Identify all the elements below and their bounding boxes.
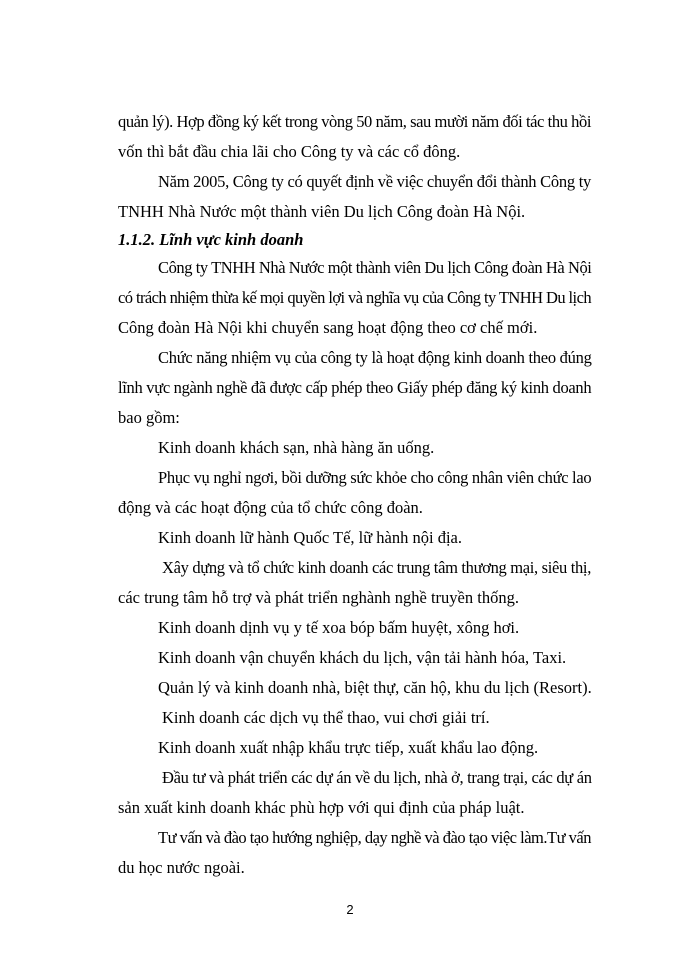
text-line: bao gồm: (118, 408, 180, 427)
text-line: vốn thì bắt đầu chia lãi cho Công ty và các cổ đông. (118, 142, 461, 161)
list-item: Kinh doanh lữ hành Quốc Tế, lữ hành nội địa. (158, 528, 462, 547)
text-line: lĩnh vực ngành nghề đã được cấp phép theo Giấy phép đăng ký kinh doanh (118, 378, 592, 397)
list-item-continuation: du học nước ngoài. (118, 858, 245, 877)
list-item: Kinh doanh xuất nhập khẩu trực tiếp, xuất khẩu lao động. (158, 738, 539, 757)
list-item: Xây dựng và tổ chức kinh doanh các trung tâm thương mại, siêu thị, (162, 558, 591, 577)
text-line: có trách nhiệm thừa kế mọi quyền lợi và nghĩa vụ của Công ty TNHH Du lịch (118, 288, 591, 307)
list-item: Kinh doanh dịnh vụ y tế xoa bóp bấm huyệt, xông hơi. (158, 618, 520, 637)
list-item: Phục vụ nghỉ ngơi, bồi dưỡng sức khỏe cho công nhân viên chức lao (158, 468, 592, 487)
list-item: Tư vấn và đào tạo hướng nghiệp, dạy nghề và đào tạo việc làm.Tư vấn (158, 828, 591, 847)
list-item: Đầu tư và phát triển các dự án về du lịch, nhà ở, trang trại, các dự án (162, 768, 592, 787)
page-number: 2 (346, 902, 354, 917)
section-heading: 1.1.2. Lĩnh vực kinh doanh (118, 230, 304, 249)
text-line: Công đoàn Hà Nội khi chuyển sang hoạt động theo cơ chế mới. (118, 318, 538, 337)
text-line: Chức năng nhiệm vụ của công ty là hoạt động kinh doanh theo đúng (158, 348, 592, 367)
list-item: Quản lý và kinh doanh nhà, biệt thự, căn hộ, khu du lịch (Resort). (158, 678, 592, 697)
text-line: TNHH Nhà Nước một thành viên Du lịch Công đoàn Hà Nội. (118, 202, 526, 221)
list-item: Kinh doanh các dịch vụ thể thao, vui chơi giải trí. (162, 708, 490, 727)
list-item-continuation: sản xuất kinh doanh khác phù hợp với qui định của pháp luật. (118, 798, 525, 817)
list-item-continuation: động và các hoạt động của tổ chức công đoàn. (118, 498, 423, 517)
text-line: Công ty TNHH Nhà Nước một thành viên Du lịch Công đoàn Hà Nội (158, 258, 592, 277)
list-item: Kinh doanh vận chuyển khách du lịch, vận tải hành hóa, Taxi. (158, 648, 567, 667)
text-line: Năm 2005, Công ty có quyết định về việc chuyển đổi thành Công ty (158, 172, 591, 191)
list-item: Kinh doanh khách sạn, nhà hàng ăn uống. (158, 438, 435, 457)
text-line: quản lý). Hợp đồng ký kết trong vòng 50 năm, sau mười năm đối tác thu hồi (118, 112, 591, 131)
list-item-continuation: các trung tâm hỗ trợ và phát triển nghành nghề truyền thống. (118, 588, 519, 607)
